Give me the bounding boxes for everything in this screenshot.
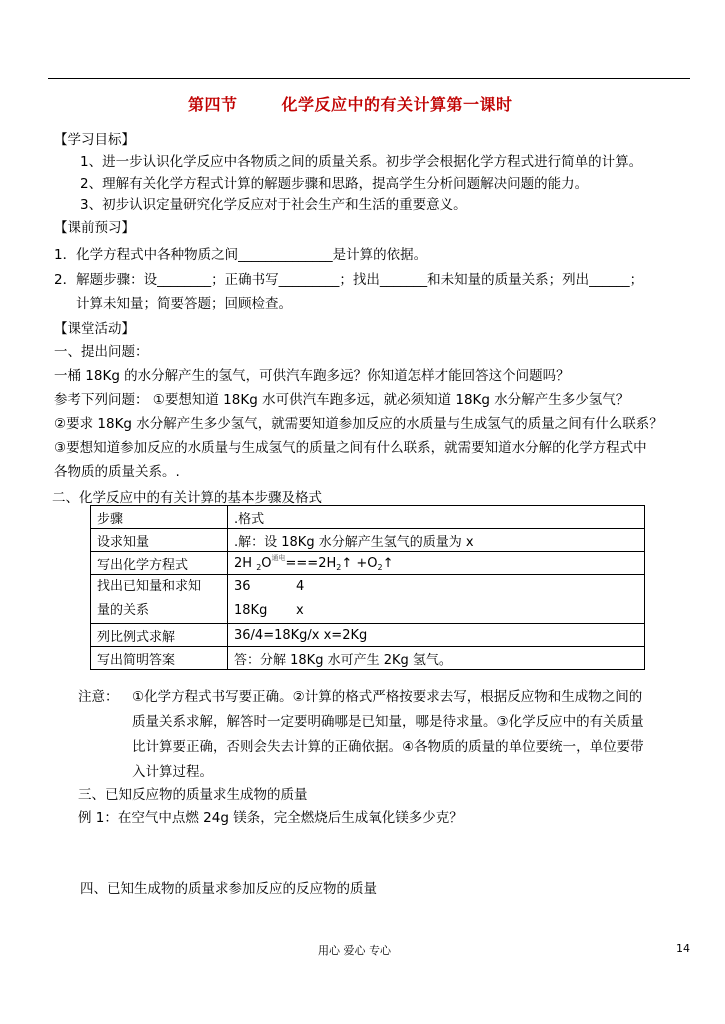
lesson-title: 化学反应中的有关计算第一课时 <box>281 95 513 114</box>
step-cell: 写出化学方程式 <box>91 552 228 575</box>
page-title <box>188 92 513 115</box>
reaction-condition: 通电 <box>271 553 286 562</box>
table-row <box>91 552 645 575</box>
note-line: 比计算要正确，否则会失去计算的正确依据。④各物质的质量的单位要统一，单位要带 <box>132 739 644 755</box>
note-line: 入计算过程。 <box>132 764 213 780</box>
step-cell: 列比例式求解 <box>91 624 228 647</box>
section-1-heading: 一、提出问题： <box>54 344 149 360</box>
objective-item: 3、初步认识定量研究化学反应对于社会生产和生活的重要意义。 <box>80 197 467 213</box>
activity-heading: 【课堂活动】 <box>54 321 135 337</box>
step-cell: 设求知量 <box>91 529 228 552</box>
question-paragraph: 一桶 18Kg 的水分解产生的氢气，可供汽车跑多远？你知道怎样才能回答这个问题吗？ <box>54 368 570 384</box>
section-number: 第四节 <box>188 95 238 114</box>
objectives-heading: 【学习目标】 <box>54 132 135 148</box>
reference-question-cont: 各物质的质量关系。. <box>54 464 180 480</box>
reference-question: ③要想知道参加反应的水质量与生成氢气的质量之间有什么联系，就需要知道水分解的化学方程式中 <box>54 440 647 456</box>
preview-question-2: 2．解题步骤：设________；正确书写_________；找出_______和未知量的质量关系；列出______； <box>54 272 644 288</box>
footer-motto: 用心 爱心 专心 <box>318 944 391 957</box>
objective-item: 2、理解有关化学方程式计算的解题步骤和思路，提高学生分析问题解决问题的能力。 <box>80 176 589 192</box>
section-4-heading: 四、已知生成物的质量求参加反应的反应物的质量 <box>80 881 377 897</box>
reference-question: ②要求 18Kg 水分解产生多少氢气，就需要知道参加反应的水质量与生成氢气的质量之间有什么联系？ <box>54 416 663 432</box>
format-cell: .解：设 18Kg 水分解产生氢气的质量为 x <box>228 529 645 552</box>
format-cell: 答：分解 18Kg 水可产生 2Kg 氢气。 <box>228 647 645 670</box>
table-row <box>91 647 645 670</box>
chemical-equation: 2H $_2O^{通电}===2H_2↑$ $+O_2↑$ <box>228 552 645 575</box>
header-rule <box>48 78 690 79</box>
section-3-heading: 三、已知反应物的质量求生成物的质量 <box>78 787 308 803</box>
example-1: 例 1：在空气中点燃 24g 镁条，完全燃烧后生成氧化镁多少克？ <box>78 810 463 826</box>
preview-question-1: 1．化学方程式中各种物质之间______________是计算的依据。 <box>54 247 428 263</box>
format-cell: 36/4=18Kg/x x=2Kg <box>228 624 645 647</box>
table-header-format: .格式 <box>228 506 645 529</box>
note-line: ①化学方程式书写要正确。②计算的格式严格按要求去写，根据反应物和生成物之间的 <box>132 689 643 705</box>
preview-heading: 【课前预习】 <box>54 220 135 236</box>
section-2-heading: 二、化学反应中的有关计算的基本步骤及格式 <box>52 490 322 506</box>
table-row <box>91 506 645 529</box>
table-header-step: 步骤 <box>91 506 228 529</box>
table-row <box>91 529 645 552</box>
table-row <box>91 575 645 624</box>
objective-item: 1、进一步认识化学反应中各物质之间的质量关系。初步学会根据化学方程式进行简单的计算。 <box>80 154 643 170</box>
table-row <box>91 624 645 647</box>
calculation-steps-table <box>90 505 645 670</box>
step-cell: 写出简明答案 <box>91 647 228 670</box>
notes-label: 注意： <box>78 689 119 705</box>
mass-relation-cell: 36 4 18Kg x <box>228 575 645 624</box>
step-cell: 找出已知量和求知 量的关系 <box>91 575 228 624</box>
preview-question-2-cont: 计算未知量；简要答题；回顾检查。 <box>76 296 292 312</box>
reference-question: 参考下列问题： ①要想知道 18Kg 水可供汽车跑多远，就必须知道 18Kg 水分解产生多少氢气？ <box>54 392 630 408</box>
note-line: 质量关系求解，解答时一定要明确哪是已知量，哪是待求量。③化学反应中的有关质量 <box>132 714 644 730</box>
page-number: 14 <box>676 942 690 955</box>
